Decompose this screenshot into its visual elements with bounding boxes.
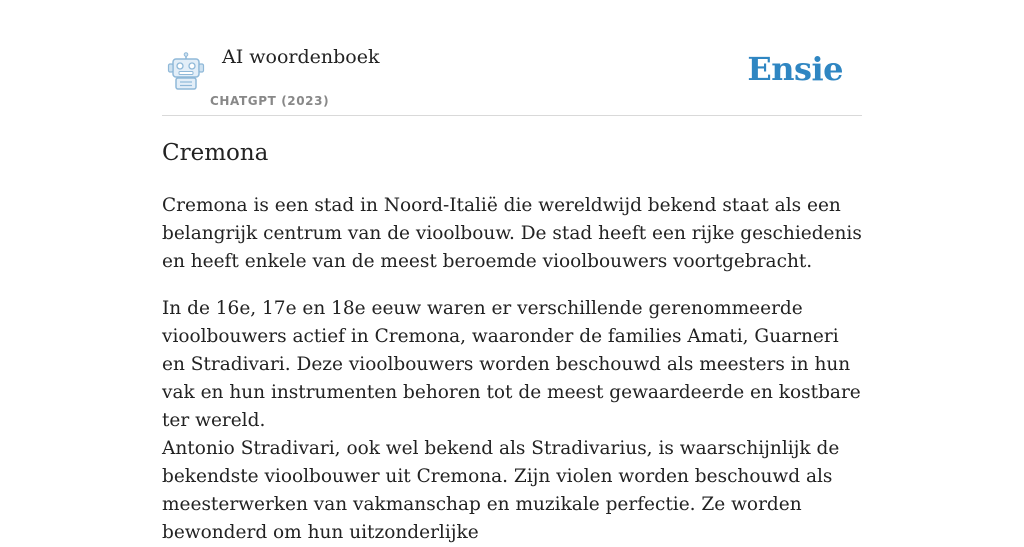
page-header	[162, 0, 862, 116]
source-label: CHATGPT (2023)	[210, 94, 330, 108]
entry-paragraph: In de 16e, 17e en 18e eeuw waren er verschillende gerenommeerde vioolbouwers actief in Cremona, waaronder de families Amati, Guarneri en Stradivari. Deze vioolbouwers worden beschouwd als meesters in hun vak en hun instrumenten behoren tot de meest gewaardeerde en kostbare ter wereld.	[162, 298, 861, 431]
entry-headword: Cremona	[162, 140, 269, 166]
ensie-logo[interactable]: Ensie	[747, 50, 843, 88]
dictionary-title[interactable]: AI woordenboek	[222, 46, 380, 68]
robot-icon	[166, 52, 206, 90]
entry-paragraph: Cremona is een stad in Noord-Italië die wereldwijd bekend staat als een belangrijk centrum van de vioolbouw. De stad heeft een rijke geschiedenis en heeft enkele van de meest beroemde vioolbouwers voortgebracht.	[162, 195, 862, 272]
entry-paragraph: Antonio Stradivari, ook wel bekend als Stradivarius, is waarschijnlijk de bekendste vioolbouwer uit Cremona. Zijn violen worden beschouwd als meesterwerken van vakmanschap en muzikale perfectie. Ze worden bewonderd om hun uitzonderlijke	[162, 438, 840, 543]
page-content	[162, 0, 862, 543]
